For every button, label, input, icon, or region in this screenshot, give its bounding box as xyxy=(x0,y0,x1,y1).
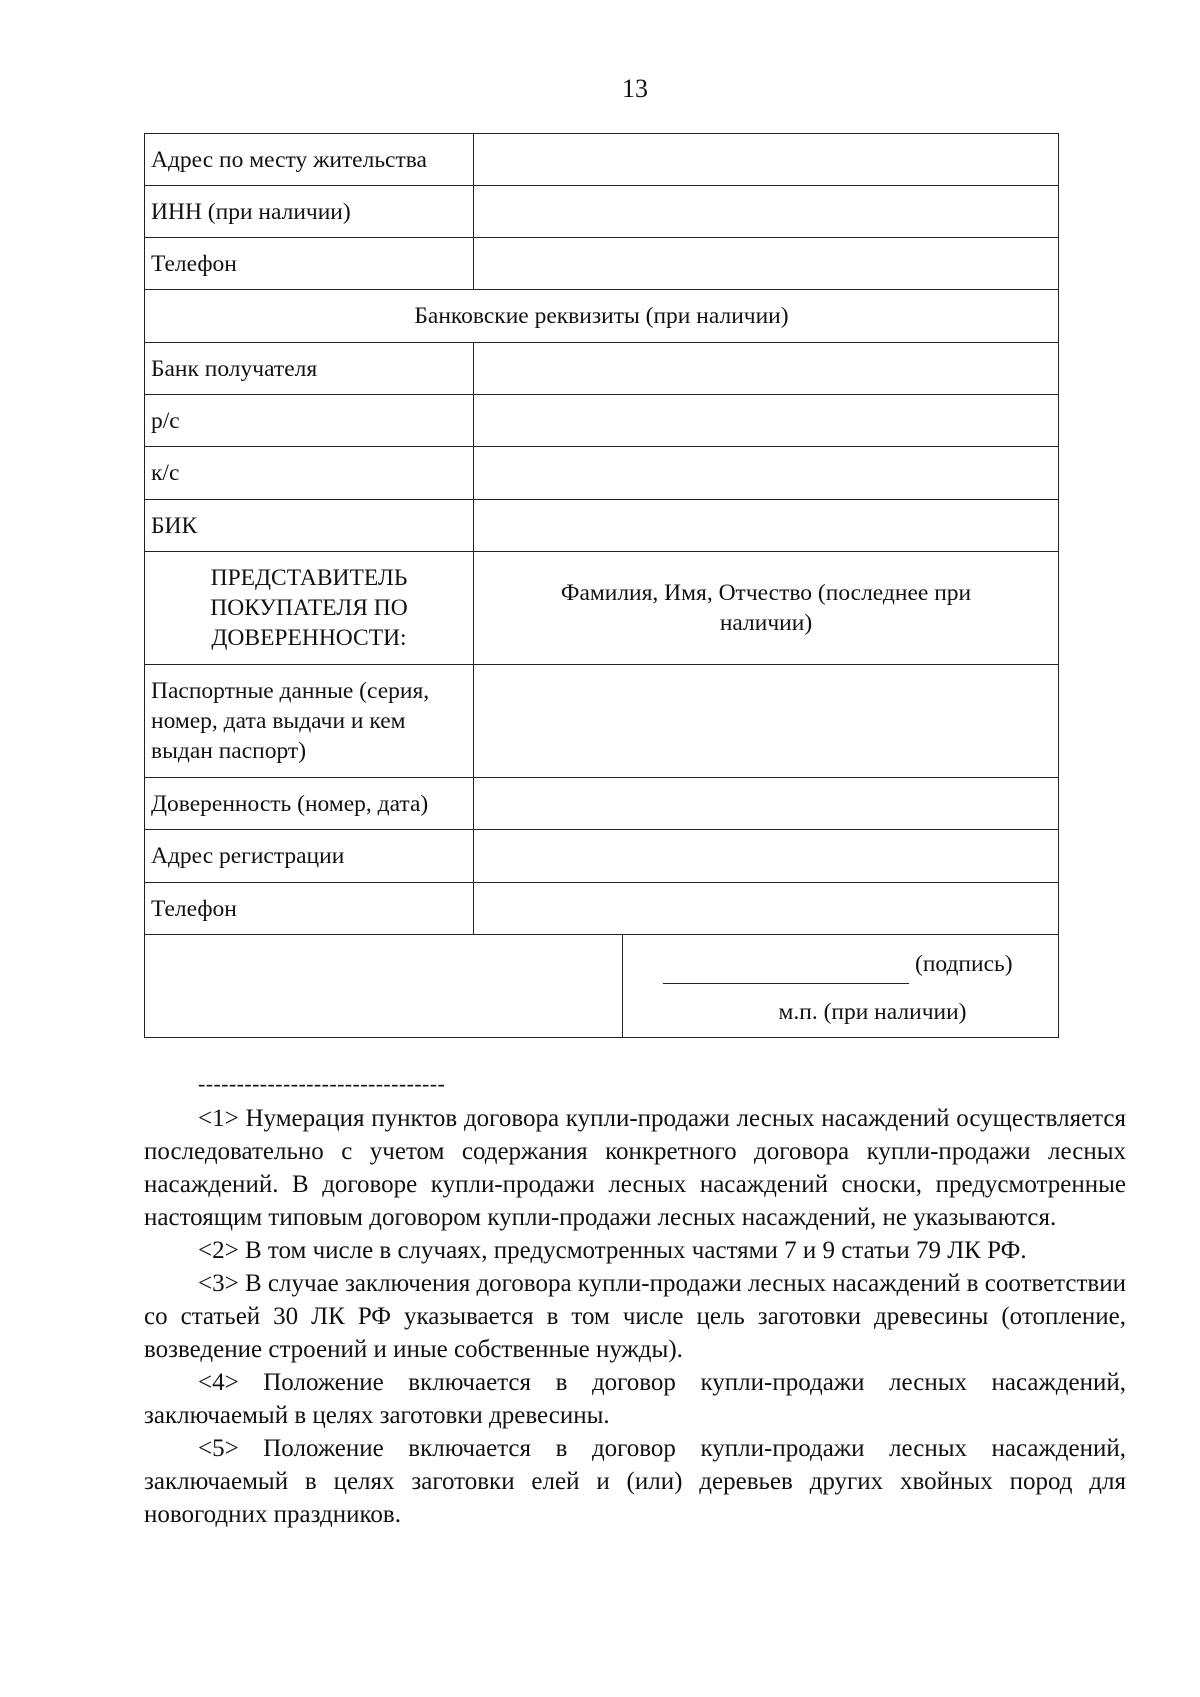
signature-block xyxy=(623,935,1059,1038)
table-row xyxy=(145,447,1059,500)
field-label-phone: Телефон xyxy=(145,238,474,290)
table-row xyxy=(145,552,1059,665)
signature-row xyxy=(629,935,1052,987)
table-row xyxy=(145,778,1059,830)
table-row xyxy=(145,665,1059,778)
footnote-2: <2> В том числе в случаях, предусмотренных частями 7 и 9 статьи 79 ЛК РФ. xyxy=(198,1237,1027,1264)
representative-label-line: ДОВЕРЕННОСТИ: xyxy=(211,625,407,651)
field-value-power-of-attorney[interactable] xyxy=(474,778,1059,830)
footnote-4: <4> Положение включается в договор купли-продажи лесных насаждений, заключаемый в целях заготовки древесины. xyxy=(144,1369,1126,1429)
page-number: 13 xyxy=(622,74,648,103)
table-row xyxy=(145,500,1059,552)
table-row xyxy=(145,935,1059,1038)
field-label-power-of-attorney: Доверенность (номер, дата) xyxy=(145,778,474,830)
field-value-phone[interactable] xyxy=(474,238,1059,290)
footnote-1: <1> Нумерация пунктов договора купли-продажи лесных насаждений осуществляется последовательно с учетом содержания конкретного договора купли-продажи лесных насаждений. В договоре купли-продажи лесных насаждений сноски, предусмотренные настоящим типовым договором купли-продажи лесных насаждений, не указываются. xyxy=(144,1105,1126,1231)
passport-label-line: номер, дата выдачи и кем xyxy=(151,708,406,734)
representative-label-line: ПРЕДСТАВИТЕЛЬ xyxy=(210,565,408,591)
table-row xyxy=(145,830,1059,883)
field-value-residence-address[interactable] xyxy=(474,134,1059,186)
footnotes-section xyxy=(144,1102,1126,1531)
field-value-registration-address[interactable] xyxy=(474,830,1059,883)
bank-details-header: Банковские реквизиты (при наличии) xyxy=(145,290,1059,343)
footnote-separator: -------------------------------- xyxy=(198,1071,446,1096)
table-row xyxy=(145,883,1059,935)
field-value-settlement-account[interactable] xyxy=(474,395,1059,447)
table-row xyxy=(145,238,1059,290)
passport-label-line: Паспортные данные (серия, xyxy=(151,678,430,704)
signature-label: (подпись) xyxy=(915,951,1013,977)
field-value-inn[interactable] xyxy=(474,186,1059,238)
field-label-registration-address: Адрес регистрации xyxy=(145,830,474,883)
full-name-caption-line: Фамилия, Имя, Отчество (последнее при xyxy=(560,580,972,606)
footnote-3: <3> В случае заключения договора купли-продажи лесных насаждений в соответствии со статьей 30 ЛК РФ указывается в том числе цель заготовки древесины (отопление, возведение строений и иные собственные нужды). xyxy=(144,1270,1126,1363)
field-label-residence-address: Адрес по месту жительства xyxy=(145,134,474,186)
field-value-representative-phone[interactable] xyxy=(474,883,1059,935)
footnote-5: <5> Положение включается в договор купли-продажи лесных насаждений, заключаемый в целях заготовки елей и (или) деревьев других хвойных пород для новогодних праздников. xyxy=(144,1435,1126,1528)
representative-section-label xyxy=(145,552,474,665)
field-label-inn: ИНН (при наличии) xyxy=(145,186,474,238)
table-row xyxy=(145,395,1059,447)
buyer-details-table xyxy=(144,133,1059,1038)
field-label-passport-data xyxy=(145,665,474,778)
field-label-correspondent-account: к/с xyxy=(145,447,474,500)
field-value-passport-data[interactable] xyxy=(474,665,1059,778)
field-value-bik[interactable] xyxy=(474,500,1059,552)
signature-line[interactable] xyxy=(663,983,909,984)
field-label-representative-phone: Телефон xyxy=(145,883,474,935)
field-label-settlement-account: р/с xyxy=(145,395,474,447)
full-name-caption-line: наличии) xyxy=(719,610,813,636)
passport-label-line: выдан паспорт) xyxy=(151,738,307,764)
table-row xyxy=(145,186,1059,238)
stamp-label: м.п. (при наличии) xyxy=(778,999,967,1025)
field-value-recipient-bank[interactable] xyxy=(474,343,1059,395)
field-label-recipient-bank: Банк получателя xyxy=(145,343,474,395)
representative-label-line: ПОКУПАТЕЛЯ ПО xyxy=(210,595,408,621)
table-row xyxy=(145,134,1059,186)
field-value-correspondent-account[interactable] xyxy=(474,447,1059,500)
field-label-bik: БИК xyxy=(145,500,474,552)
table-row xyxy=(145,343,1059,395)
table-row xyxy=(145,290,1059,343)
representative-full-name-caption xyxy=(474,552,1059,665)
signature-blank-area xyxy=(145,935,623,1038)
